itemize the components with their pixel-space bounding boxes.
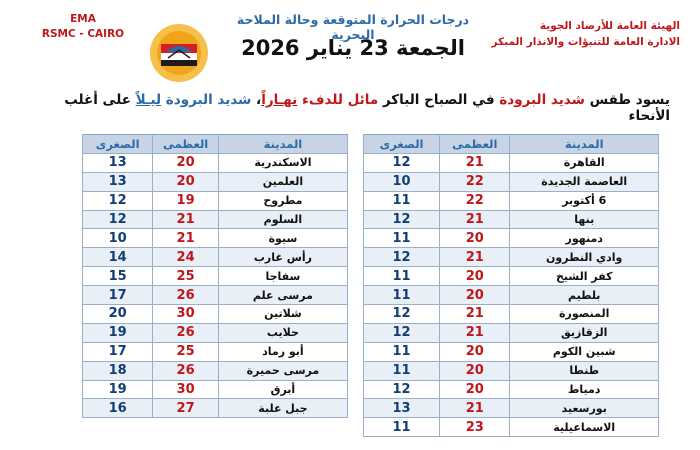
city-name: رأس غارب bbox=[218, 248, 347, 267]
min-temp: 16 bbox=[83, 399, 153, 418]
city-name: المنصورة bbox=[510, 305, 659, 324]
min-temp: 12 bbox=[83, 191, 153, 210]
city-name: الاسكندرية bbox=[218, 153, 347, 172]
min-temp: 11 bbox=[364, 229, 440, 248]
summary-highlight: مائل للدفء bbox=[301, 92, 379, 108]
min-temp: 19 bbox=[83, 380, 153, 399]
max-temp: 30 bbox=[153, 305, 219, 324]
max-temp: 21 bbox=[153, 229, 219, 248]
summary-part: على أغلب الأنحاء bbox=[64, 92, 670, 124]
min-temp: 10 bbox=[83, 229, 153, 248]
min-temp: 17 bbox=[83, 342, 153, 361]
city-name: سيوة bbox=[218, 229, 347, 248]
min-temp: 11 bbox=[364, 191, 440, 210]
city-name: وادي النطرون bbox=[510, 248, 659, 267]
table-row bbox=[83, 229, 348, 248]
table-row bbox=[83, 342, 348, 361]
min-temp: 20 bbox=[83, 305, 153, 324]
temperature-table-inland bbox=[363, 134, 659, 437]
authority-header bbox=[460, 18, 680, 50]
summary-part: يسود طقس bbox=[584, 92, 670, 108]
max-temp: 19 bbox=[153, 191, 219, 210]
city-name: مرسى علم bbox=[218, 286, 347, 305]
ema-header bbox=[28, 12, 138, 42]
city-name: دمياط bbox=[510, 380, 659, 399]
min-temp: 13 bbox=[83, 153, 153, 172]
city-name: شلاتين bbox=[218, 305, 347, 324]
table-row bbox=[364, 323, 659, 342]
min-temp: 12 bbox=[83, 210, 153, 229]
city-name: الزقازيق bbox=[510, 323, 659, 342]
summary-highlight: شديد البرودة bbox=[165, 92, 252, 108]
city-name: 6 أكتوبر bbox=[510, 191, 659, 210]
max-temp: 25 bbox=[153, 342, 219, 361]
summary-highlight: شديد البرودة bbox=[499, 92, 585, 108]
table-row bbox=[83, 191, 348, 210]
max-temp: 22 bbox=[440, 172, 510, 191]
city-name: دمنهور bbox=[510, 229, 659, 248]
column-max: العظمى bbox=[440, 135, 510, 154]
max-temp: 20 bbox=[440, 361, 510, 380]
ema-logo-icon bbox=[148, 22, 210, 84]
column-city: المدينة bbox=[510, 135, 659, 154]
city-name: أبو رماد bbox=[218, 342, 347, 361]
city-name: أبرق bbox=[218, 380, 347, 399]
city-name: شبين الكوم bbox=[510, 342, 659, 361]
city-name: بورسعيد bbox=[510, 399, 659, 418]
table-row bbox=[364, 286, 659, 305]
max-temp: 25 bbox=[153, 267, 219, 286]
city-name: حلايب bbox=[218, 323, 347, 342]
summary-part: في الصباح الباكر bbox=[378, 92, 500, 108]
max-temp: 21 bbox=[440, 248, 510, 267]
city-name: بلطيم bbox=[510, 286, 659, 305]
max-temp: 23 bbox=[440, 418, 510, 437]
max-temp: 20 bbox=[153, 172, 219, 191]
ema-label: EMA bbox=[70, 13, 96, 25]
column-min: الصغرى bbox=[364, 135, 440, 154]
table-row bbox=[364, 418, 659, 437]
max-temp: 21 bbox=[440, 305, 510, 324]
table-row bbox=[83, 248, 348, 267]
min-temp: 18 bbox=[83, 361, 153, 380]
table-header-row bbox=[364, 135, 659, 154]
column-city: المدينة bbox=[218, 135, 347, 154]
column-max: العظمى bbox=[153, 135, 219, 154]
table-row bbox=[364, 210, 659, 229]
city-name: بنها bbox=[510, 210, 659, 229]
max-temp: 26 bbox=[153, 361, 219, 380]
city-name: السلوم bbox=[218, 210, 347, 229]
table-row bbox=[364, 267, 659, 286]
table-row bbox=[83, 210, 348, 229]
min-temp: 11 bbox=[364, 267, 440, 286]
city-name: القاهرة bbox=[510, 153, 659, 172]
min-temp: 15 bbox=[83, 267, 153, 286]
min-temp: 17 bbox=[83, 286, 153, 305]
table-row bbox=[83, 172, 348, 191]
min-temp: 12 bbox=[364, 323, 440, 342]
min-temp: 12 bbox=[364, 380, 440, 399]
max-temp: 20 bbox=[440, 380, 510, 399]
weather-summary bbox=[40, 92, 670, 124]
min-temp: 13 bbox=[83, 172, 153, 191]
min-temp: 11 bbox=[364, 418, 440, 437]
temperature-table-coastal bbox=[82, 134, 348, 418]
page-title: درجات الحرارة المتوقعة وحالة الملاحة البحرية bbox=[236, 12, 470, 42]
table-row bbox=[364, 191, 659, 210]
city-name: الاسماعيلية bbox=[510, 418, 659, 437]
forecast-date: الجمعة 23 يناير 2026 bbox=[241, 36, 465, 60]
max-temp: 21 bbox=[440, 210, 510, 229]
department-name: الادارة العامة للتنبؤات والانذار المبكر bbox=[491, 36, 680, 48]
summary-night: ليـلاً bbox=[135, 92, 162, 108]
table-row bbox=[364, 172, 659, 191]
table-row bbox=[364, 361, 659, 380]
table-row bbox=[364, 229, 659, 248]
city-name: طنطا bbox=[510, 361, 659, 380]
table-row bbox=[364, 342, 659, 361]
table-row bbox=[83, 323, 348, 342]
max-temp: 30 bbox=[153, 380, 219, 399]
table-row bbox=[364, 399, 659, 418]
table-header-row bbox=[83, 135, 348, 154]
max-temp: 20 bbox=[440, 286, 510, 305]
max-temp: 27 bbox=[153, 399, 219, 418]
table-row bbox=[83, 380, 348, 399]
max-temp: 20 bbox=[440, 229, 510, 248]
summary-day: نهـاراً bbox=[261, 92, 298, 108]
max-temp: 26 bbox=[153, 323, 219, 342]
city-name: العلمين bbox=[218, 172, 347, 191]
city-name: كفر الشيخ bbox=[510, 267, 659, 286]
rsmc-label: RSMC - CAIRO bbox=[41, 28, 125, 40]
table-row bbox=[83, 361, 348, 380]
min-temp: 13 bbox=[364, 399, 440, 418]
table-row bbox=[83, 286, 348, 305]
min-temp: 12 bbox=[364, 248, 440, 267]
min-temp: 12 bbox=[364, 210, 440, 229]
min-temp: 12 bbox=[364, 305, 440, 324]
max-temp: 21 bbox=[153, 210, 219, 229]
city-name: مرسى حميرة bbox=[218, 361, 347, 380]
summary-part: ، bbox=[251, 92, 262, 108]
column-min: الصغرى bbox=[83, 135, 153, 154]
max-temp: 21 bbox=[440, 153, 510, 172]
table-row bbox=[364, 153, 659, 172]
table-row bbox=[364, 305, 659, 324]
max-temp: 20 bbox=[440, 342, 510, 361]
min-temp: 11 bbox=[364, 286, 440, 305]
table-row bbox=[364, 248, 659, 267]
min-temp: 12 bbox=[364, 153, 440, 172]
max-temp: 20 bbox=[440, 267, 510, 286]
table-row bbox=[83, 267, 348, 286]
authority-name: الهيئة العامة للأرصاد الجوية bbox=[539, 20, 680, 32]
min-temp: 10 bbox=[364, 172, 440, 191]
table-row bbox=[83, 399, 348, 418]
table-row bbox=[83, 305, 348, 324]
city-name: مطروح bbox=[218, 191, 347, 210]
city-name: جبل علبة bbox=[218, 399, 347, 418]
city-name: سفاجا bbox=[218, 267, 347, 286]
max-temp: 21 bbox=[440, 323, 510, 342]
max-temp: 21 bbox=[440, 399, 510, 418]
city-name: العاصمة الجديدة bbox=[510, 172, 659, 191]
min-temp: 19 bbox=[83, 323, 153, 342]
table-row bbox=[364, 380, 659, 399]
table-row bbox=[83, 153, 348, 172]
max-temp: 26 bbox=[153, 286, 219, 305]
max-temp: 22 bbox=[440, 191, 510, 210]
min-temp: 11 bbox=[364, 361, 440, 380]
min-temp: 11 bbox=[364, 342, 440, 361]
min-temp: 14 bbox=[83, 248, 153, 267]
max-temp: 20 bbox=[153, 153, 219, 172]
max-temp: 24 bbox=[153, 248, 219, 267]
